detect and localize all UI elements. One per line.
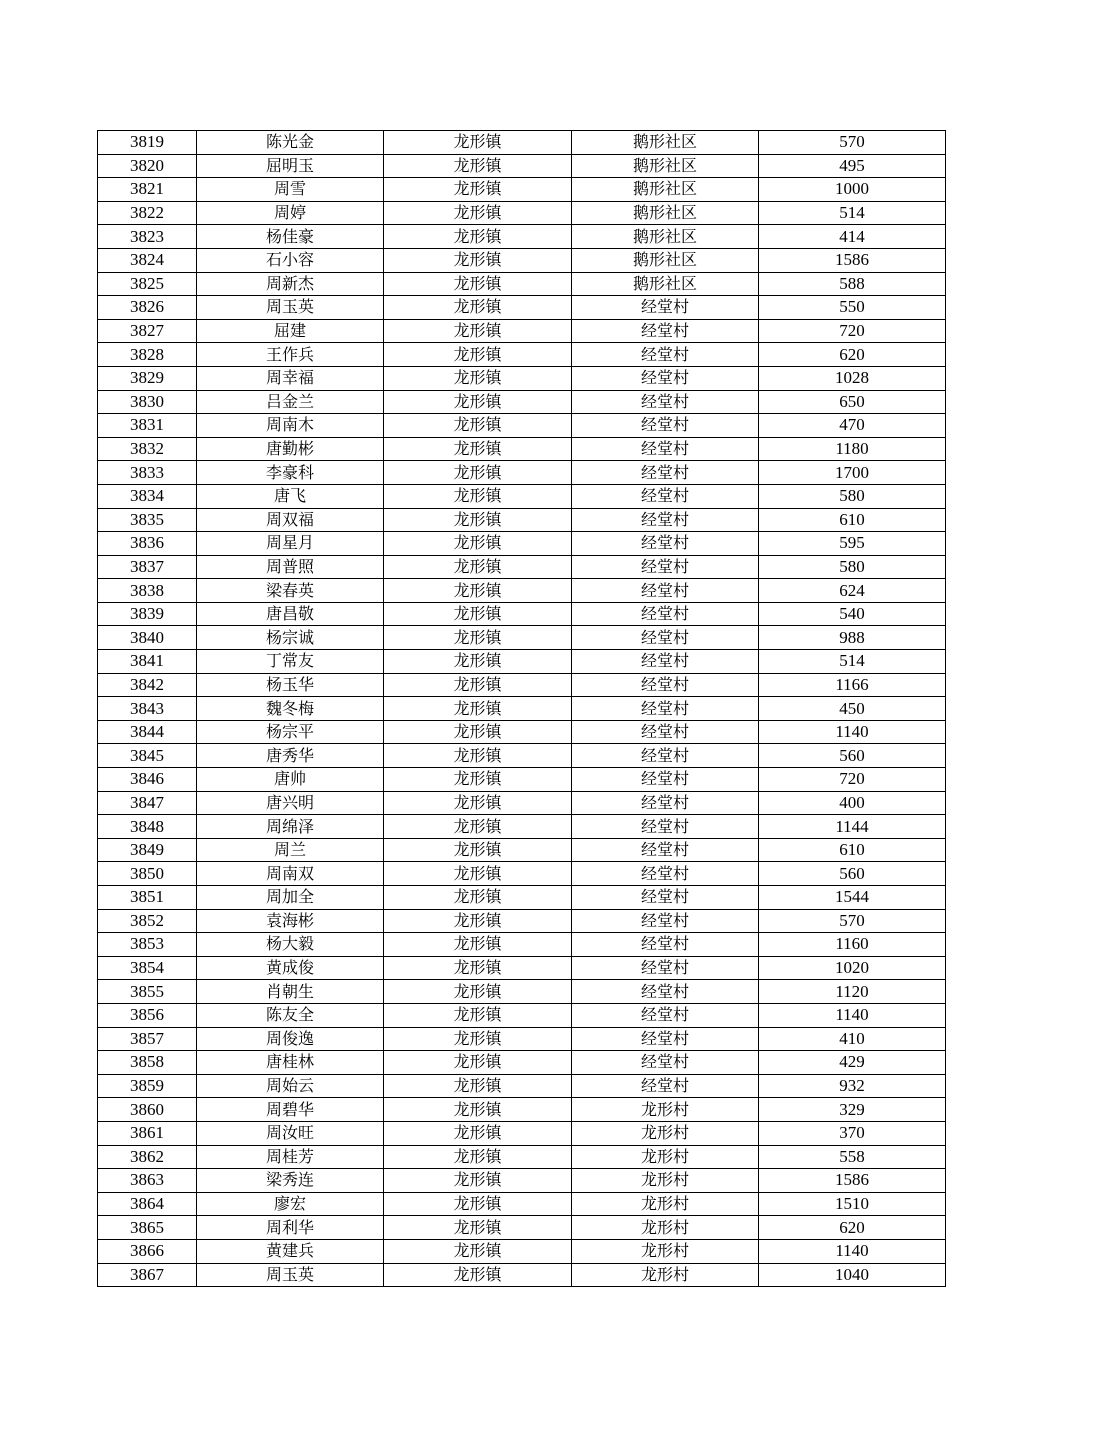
cell-name: 石小容 (197, 248, 384, 272)
cell-serial-number: 3835 (98, 508, 197, 532)
cell-village: 经堂村 (572, 555, 759, 579)
cell-town: 龙形镇 (384, 815, 572, 839)
cell-serial-number: 3848 (98, 815, 197, 839)
cell-amount: 1000 (759, 178, 946, 202)
cell-village: 经堂村 (572, 484, 759, 508)
cell-amount: 560 (759, 862, 946, 886)
cell-town: 龙形镇 (384, 650, 572, 674)
cell-village: 经堂村 (572, 296, 759, 320)
cell-town: 龙形镇 (384, 319, 572, 343)
cell-town: 龙形镇 (384, 1027, 572, 1051)
cell-name: 肖朝生 (197, 980, 384, 1004)
cell-serial-number: 3853 (98, 933, 197, 957)
cell-town: 龙形镇 (384, 1145, 572, 1169)
cell-town: 龙形镇 (384, 933, 572, 957)
cell-town: 龙形镇 (384, 272, 572, 296)
table-row (98, 555, 946, 579)
table-row (98, 933, 946, 957)
cell-serial-number: 3852 (98, 909, 197, 933)
cell-amount: 470 (759, 414, 946, 438)
cell-serial-number: 3866 (98, 1239, 197, 1263)
cell-name: 周利华 (197, 1216, 384, 1240)
cell-town: 龙形镇 (384, 1098, 572, 1122)
cell-amount: 1140 (759, 1239, 946, 1263)
cell-village: 经堂村 (572, 720, 759, 744)
cell-amount: 1510 (759, 1192, 946, 1216)
table-row (98, 461, 946, 485)
cell-amount: 620 (759, 1216, 946, 1240)
cell-amount: 540 (759, 602, 946, 626)
table-row (98, 225, 946, 249)
cell-amount: 1040 (759, 1263, 946, 1287)
cell-village: 经堂村 (572, 508, 759, 532)
table-row (98, 414, 946, 438)
cell-village: 鹅形社区 (572, 154, 759, 178)
cell-amount: 558 (759, 1145, 946, 1169)
cell-village: 经堂村 (572, 980, 759, 1004)
cell-amount: 495 (759, 154, 946, 178)
cell-town: 龙形镇 (384, 1074, 572, 1098)
cell-town: 龙形镇 (384, 1003, 572, 1027)
cell-amount: 410 (759, 1027, 946, 1051)
cell-name: 王作兵 (197, 343, 384, 367)
cell-village: 经堂村 (572, 602, 759, 626)
table-row (98, 1027, 946, 1051)
cell-name: 丁常友 (197, 650, 384, 674)
cell-village: 龙形村 (572, 1121, 759, 1145)
cell-name: 周南木 (197, 414, 384, 438)
table-row (98, 1003, 946, 1027)
cell-amount: 1544 (759, 886, 946, 910)
cell-village: 经堂村 (572, 343, 759, 367)
cell-amount: 1028 (759, 366, 946, 390)
cell-name: 屈明玉 (197, 154, 384, 178)
cell-town: 龙形镇 (384, 697, 572, 721)
table-row (98, 980, 946, 1004)
cell-name: 梁秀连 (197, 1169, 384, 1193)
cell-name: 杨玉华 (197, 673, 384, 697)
cell-serial-number: 3858 (98, 1051, 197, 1075)
table-row (98, 1239, 946, 1263)
table-row (98, 626, 946, 650)
cell-serial-number: 3857 (98, 1027, 197, 1051)
cell-amount: 550 (759, 296, 946, 320)
cell-serial-number: 3846 (98, 768, 197, 792)
table-row (98, 366, 946, 390)
cell-village: 鹅形社区 (572, 178, 759, 202)
cell-village: 经堂村 (572, 1074, 759, 1098)
table-row (98, 131, 946, 155)
table-row (98, 1192, 946, 1216)
cell-amount: 329 (759, 1098, 946, 1122)
cell-serial-number: 3819 (98, 131, 197, 155)
cell-village: 龙形村 (572, 1169, 759, 1193)
cell-serial-number: 3829 (98, 366, 197, 390)
cell-amount: 570 (759, 131, 946, 155)
cell-amount: 1586 (759, 1169, 946, 1193)
cell-amount: 1180 (759, 437, 946, 461)
cell-name: 杨大毅 (197, 933, 384, 957)
table-row (98, 579, 946, 603)
cell-name: 陈光金 (197, 131, 384, 155)
cell-serial-number: 3861 (98, 1121, 197, 1145)
cell-town: 龙形镇 (384, 1263, 572, 1287)
table-row (98, 532, 946, 556)
cell-town: 龙形镇 (384, 1216, 572, 1240)
cell-serial-number: 3851 (98, 886, 197, 910)
cell-village: 龙形村 (572, 1263, 759, 1287)
cell-town: 龙形镇 (384, 626, 572, 650)
table-row (98, 1074, 946, 1098)
cell-name: 周加全 (197, 886, 384, 910)
cell-name: 唐秀华 (197, 744, 384, 768)
cell-name: 周星月 (197, 532, 384, 556)
cell-amount: 514 (759, 201, 946, 225)
table-row (98, 602, 946, 626)
cell-town: 龙形镇 (384, 791, 572, 815)
cell-amount: 1700 (759, 461, 946, 485)
cell-village: 经堂村 (572, 319, 759, 343)
cell-town: 龙形镇 (384, 390, 572, 414)
cell-town: 龙形镇 (384, 248, 572, 272)
cell-village: 经堂村 (572, 414, 759, 438)
cell-serial-number: 3859 (98, 1074, 197, 1098)
cell-serial-number: 3825 (98, 272, 197, 296)
cell-amount: 1144 (759, 815, 946, 839)
cell-amount: 1140 (759, 1003, 946, 1027)
table-row (98, 956, 946, 980)
cell-serial-number: 3843 (98, 697, 197, 721)
cell-serial-number: 3839 (98, 602, 197, 626)
cell-town: 龙形镇 (384, 154, 572, 178)
cell-name: 陈友全 (197, 1003, 384, 1027)
cell-name: 周婷 (197, 201, 384, 225)
cell-amount: 450 (759, 697, 946, 721)
cell-name: 周南双 (197, 862, 384, 886)
cell-village: 经堂村 (572, 673, 759, 697)
cell-amount: 610 (759, 508, 946, 532)
cell-amount: 1140 (759, 720, 946, 744)
cell-serial-number: 3863 (98, 1169, 197, 1193)
cell-town: 龙形镇 (384, 508, 572, 532)
cell-serial-number: 3862 (98, 1145, 197, 1169)
cell-amount: 580 (759, 555, 946, 579)
table-row (98, 1121, 946, 1145)
cell-town: 龙形镇 (384, 131, 572, 155)
table-row (98, 390, 946, 414)
cell-amount: 400 (759, 791, 946, 815)
table-row (98, 673, 946, 697)
cell-town: 龙形镇 (384, 201, 572, 225)
cell-serial-number: 3840 (98, 626, 197, 650)
cell-village: 经堂村 (572, 579, 759, 603)
cell-village: 龙形村 (572, 1239, 759, 1263)
cell-name: 廖宏 (197, 1192, 384, 1216)
cell-town: 龙形镇 (384, 1169, 572, 1193)
cell-amount: 1166 (759, 673, 946, 697)
cell-village: 经堂村 (572, 437, 759, 461)
cell-village: 鹅形社区 (572, 131, 759, 155)
cell-amount: 1586 (759, 248, 946, 272)
cell-serial-number: 3844 (98, 720, 197, 744)
cell-name: 周玉英 (197, 1263, 384, 1287)
cell-name: 唐飞 (197, 484, 384, 508)
cell-village: 经堂村 (572, 909, 759, 933)
table-row (98, 154, 946, 178)
cell-town: 龙形镇 (384, 343, 572, 367)
cell-amount: 570 (759, 909, 946, 933)
cell-serial-number: 3836 (98, 532, 197, 556)
cell-serial-number: 3847 (98, 791, 197, 815)
cell-name: 周绵泽 (197, 815, 384, 839)
cell-serial-number: 3832 (98, 437, 197, 461)
cell-town: 龙形镇 (384, 980, 572, 1004)
cell-village: 经堂村 (572, 532, 759, 556)
cell-name: 唐昌敬 (197, 602, 384, 626)
cell-name: 黄建兵 (197, 1239, 384, 1263)
cell-serial-number: 3838 (98, 579, 197, 603)
cell-town: 龙形镇 (384, 1239, 572, 1263)
cell-amount: 580 (759, 484, 946, 508)
cell-town: 龙形镇 (384, 225, 572, 249)
cell-town: 龙形镇 (384, 673, 572, 697)
cell-amount: 620 (759, 343, 946, 367)
cell-amount: 650 (759, 390, 946, 414)
cell-amount: 1120 (759, 980, 946, 1004)
cell-name: 周雪 (197, 178, 384, 202)
table-row (98, 1263, 946, 1287)
cell-name: 周新杰 (197, 272, 384, 296)
cell-serial-number: 3845 (98, 744, 197, 768)
cell-name: 杨佳豪 (197, 225, 384, 249)
cell-serial-number: 3823 (98, 225, 197, 249)
table-row (98, 650, 946, 674)
cell-village: 龙形村 (572, 1145, 759, 1169)
cell-town: 龙形镇 (384, 720, 572, 744)
cell-amount: 595 (759, 532, 946, 556)
table-row (98, 296, 946, 320)
cell-name: 周普照 (197, 555, 384, 579)
table-row (98, 178, 946, 202)
cell-name: 周兰 (197, 838, 384, 862)
cell-village: 经堂村 (572, 1051, 759, 1075)
cell-town: 龙形镇 (384, 366, 572, 390)
cell-amount: 1020 (759, 956, 946, 980)
cell-name: 周碧华 (197, 1098, 384, 1122)
cell-village: 经堂村 (572, 1003, 759, 1027)
cell-name: 唐桂林 (197, 1051, 384, 1075)
cell-name: 周始云 (197, 1074, 384, 1098)
cell-village: 经堂村 (572, 956, 759, 980)
table-row (98, 838, 946, 862)
cell-name: 杨宗诚 (197, 626, 384, 650)
table-row (98, 508, 946, 532)
cell-serial-number: 3856 (98, 1003, 197, 1027)
cell-village: 鹅形社区 (572, 225, 759, 249)
table-row (98, 697, 946, 721)
table-row (98, 1216, 946, 1240)
cell-serial-number: 3864 (98, 1192, 197, 1216)
cell-town: 龙形镇 (384, 178, 572, 202)
cell-name: 魏冬梅 (197, 697, 384, 721)
table-row (98, 484, 946, 508)
cell-amount: 588 (759, 272, 946, 296)
table-row (98, 319, 946, 343)
cell-name: 周玉英 (197, 296, 384, 320)
cell-town: 龙形镇 (384, 1121, 572, 1145)
cell-amount: 988 (759, 626, 946, 650)
cell-name: 梁春英 (197, 579, 384, 603)
cell-town: 龙形镇 (384, 768, 572, 792)
cell-town: 龙形镇 (384, 838, 572, 862)
cell-village: 龙形村 (572, 1098, 759, 1122)
cell-town: 龙形镇 (384, 886, 572, 910)
cell-town: 龙形镇 (384, 461, 572, 485)
cell-town: 龙形镇 (384, 1192, 572, 1216)
cell-village: 鹅形社区 (572, 248, 759, 272)
cell-name: 周双福 (197, 508, 384, 532)
cell-village: 经堂村 (572, 1027, 759, 1051)
table-row (98, 272, 946, 296)
table-row (98, 815, 946, 839)
cell-serial-number: 3834 (98, 484, 197, 508)
cell-serial-number: 3849 (98, 838, 197, 862)
cell-town: 龙形镇 (384, 296, 572, 320)
cell-serial-number: 3827 (98, 319, 197, 343)
cell-amount: 720 (759, 768, 946, 792)
table-row (98, 791, 946, 815)
cell-name: 吕金兰 (197, 390, 384, 414)
cell-village: 经堂村 (572, 886, 759, 910)
table-row (98, 343, 946, 367)
cell-name: 唐勤彬 (197, 437, 384, 461)
cell-serial-number: 3828 (98, 343, 197, 367)
table-row (98, 768, 946, 792)
cell-town: 龙形镇 (384, 744, 572, 768)
cell-name: 杨宗平 (197, 720, 384, 744)
table-row (98, 437, 946, 461)
cell-serial-number: 3867 (98, 1263, 197, 1287)
cell-serial-number: 3842 (98, 673, 197, 697)
cell-name: 李豪科 (197, 461, 384, 485)
cell-town: 龙形镇 (384, 484, 572, 508)
cell-serial-number: 3821 (98, 178, 197, 202)
table-row (98, 248, 946, 272)
cell-serial-number: 3860 (98, 1098, 197, 1122)
cell-name: 唐帅 (197, 768, 384, 792)
cell-name: 唐兴明 (197, 791, 384, 815)
cell-amount: 1160 (759, 933, 946, 957)
cell-village: 经堂村 (572, 366, 759, 390)
cell-village: 龙形村 (572, 1216, 759, 1240)
cell-serial-number: 3833 (98, 461, 197, 485)
cell-amount: 610 (759, 838, 946, 862)
cell-serial-number: 3850 (98, 862, 197, 886)
cell-name: 周俊逸 (197, 1027, 384, 1051)
data-table (97, 130, 946, 1287)
cell-name: 黄成俊 (197, 956, 384, 980)
cell-town: 龙形镇 (384, 1051, 572, 1075)
cell-village: 经堂村 (572, 933, 759, 957)
table-row (98, 201, 946, 225)
cell-village: 经堂村 (572, 815, 759, 839)
cell-amount: 429 (759, 1051, 946, 1075)
cell-town: 龙形镇 (384, 555, 572, 579)
table-row (98, 1145, 946, 1169)
cell-town: 龙形镇 (384, 414, 572, 438)
cell-serial-number: 3854 (98, 956, 197, 980)
cell-town: 龙形镇 (384, 862, 572, 886)
cell-village: 经堂村 (572, 390, 759, 414)
cell-serial-number: 3826 (98, 296, 197, 320)
cell-village: 经堂村 (572, 697, 759, 721)
cell-town: 龙形镇 (384, 909, 572, 933)
cell-town: 龙形镇 (384, 956, 572, 980)
cell-amount: 560 (759, 744, 946, 768)
cell-serial-number: 3831 (98, 414, 197, 438)
cell-name: 周汝旺 (197, 1121, 384, 1145)
cell-serial-number: 3865 (98, 1216, 197, 1240)
cell-village: 经堂村 (572, 838, 759, 862)
cell-village: 龙形村 (572, 1192, 759, 1216)
cell-name: 周幸福 (197, 366, 384, 390)
table-row (98, 1098, 946, 1122)
cell-village: 经堂村 (572, 744, 759, 768)
cell-village: 经堂村 (572, 768, 759, 792)
table-row (98, 862, 946, 886)
cell-village: 经堂村 (572, 650, 759, 674)
cell-amount: 370 (759, 1121, 946, 1145)
cell-serial-number: 3822 (98, 201, 197, 225)
cell-name: 袁海彬 (197, 909, 384, 933)
cell-village: 经堂村 (572, 626, 759, 650)
cell-amount: 720 (759, 319, 946, 343)
cell-serial-number: 3824 (98, 248, 197, 272)
table-body (98, 131, 946, 1287)
cell-name: 屈建 (197, 319, 384, 343)
table-row (98, 886, 946, 910)
table-row (98, 909, 946, 933)
cell-town: 龙形镇 (384, 532, 572, 556)
cell-amount: 414 (759, 225, 946, 249)
table-row (98, 1051, 946, 1075)
cell-town: 龙形镇 (384, 602, 572, 626)
cell-village: 经堂村 (572, 862, 759, 886)
table-row (98, 720, 946, 744)
cell-serial-number: 3820 (98, 154, 197, 178)
cell-name: 周桂芳 (197, 1145, 384, 1169)
cell-town: 龙形镇 (384, 579, 572, 603)
cell-serial-number: 3841 (98, 650, 197, 674)
cell-village: 鹅形社区 (572, 272, 759, 296)
cell-serial-number: 3855 (98, 980, 197, 1004)
cell-amount: 514 (759, 650, 946, 674)
table-row (98, 1169, 946, 1193)
cell-village: 经堂村 (572, 461, 759, 485)
cell-village: 经堂村 (572, 791, 759, 815)
table-row (98, 744, 946, 768)
cell-village: 鹅形社区 (572, 201, 759, 225)
cell-town: 龙形镇 (384, 437, 572, 461)
cell-serial-number: 3837 (98, 555, 197, 579)
cell-serial-number: 3830 (98, 390, 197, 414)
cell-amount: 624 (759, 579, 946, 603)
cell-amount: 932 (759, 1074, 946, 1098)
